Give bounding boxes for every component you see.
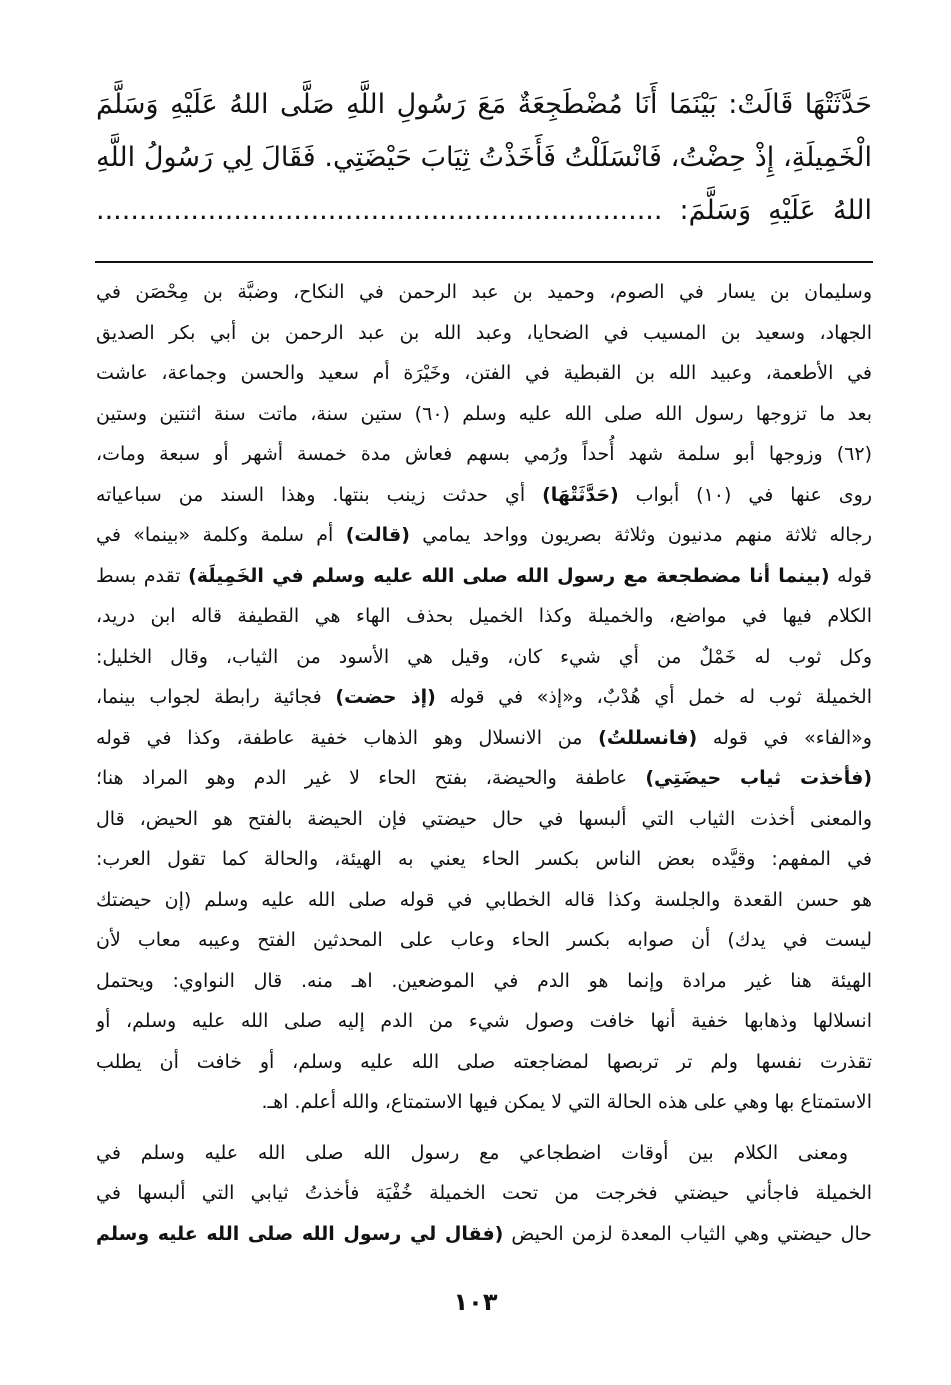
text-line xyxy=(96,353,872,394)
text-segment: قوله xyxy=(829,564,872,587)
bold-quoted-text: (فانسللتُ) xyxy=(598,726,698,749)
text-line xyxy=(96,637,872,678)
commentary-paragraph xyxy=(96,1133,872,1255)
text-line xyxy=(96,515,872,556)
text-segment: حَدَّثَتْهَا قَالَتْ: بَيْنَمَا أَنَا مُضْطَجِعَةٌ مَعَ رَسُولِ اللَّهِ صَلَّى اللهُ عَلَيْهِ وَسَلَّمَ xyxy=(96,89,872,120)
text-segment: الكلام فيها في مواضع، والخميلة وكذا الخميل بحذف الهاء هي القطيفة قاله ابن دريد، xyxy=(96,605,872,627)
text-segment: رجاله ثلاثة منهم مدنيون وثلاثة بصريون وواحد يمامي xyxy=(409,524,872,546)
text-segment: هو حسن القعدة والجلسة وكذا قاله الخطابي في قوله صلى الله عليه وسلم (إن حيضتك xyxy=(96,888,872,911)
text-segment: روى عنها في (١٠) أبواب xyxy=(618,483,872,506)
text-line xyxy=(96,78,872,131)
text-line xyxy=(96,131,872,184)
text-line xyxy=(96,920,872,961)
text-segment: أم سلمة وكلمة «بينما» في xyxy=(96,524,346,546)
text-segment: ومعنى الكلام بين أوقات اضطجاعي مع رسول الله صلى الله عليه وسلم في xyxy=(96,1141,848,1164)
text-segment: أي حدثت زينب بنتها. وهذا السند من سباعياته xyxy=(96,483,543,506)
text-line xyxy=(96,272,872,313)
text-segment: وكل ثوب له خَمْلٌ من أي شيء كان، وقيل هي الأسود من الثياب، وقال الخليل: xyxy=(96,645,872,668)
text-line xyxy=(96,799,872,840)
bold-quoted-text: (فأخذت ثياب حيضَتِي) xyxy=(645,767,872,789)
text-line xyxy=(96,313,872,354)
text-segment: تقذرت نفسها ولم تر تربصها لمضاجعته صلى الله عليه وسلم، أو خافت أن يطلب xyxy=(96,1050,872,1073)
text-segment: عاطفة والحيضة، بفتح الحاء لا غير الدم وهو المراد هنا؛ xyxy=(96,767,646,789)
text-segment: الهيئة هنا غير مرادة وإنما هو الدم في الموضعين. اهـ منه. قال النواوي: ويحتمل xyxy=(96,969,872,992)
text-line xyxy=(96,1173,872,1214)
text-segment: في الأطعمة، وعبيد الله بن القبطية في الفتن، وخَيْرَة أم سعيد والحسن وجماعة، عاشت xyxy=(96,362,872,384)
page-number: ١٠٣ xyxy=(453,1288,498,1316)
text-line xyxy=(96,1042,872,1083)
text-segment: (٦٢) وزوجها أبو سلمة شهد أُحداً ورُمي بسهم فعاش مدة خمسة أشهر أو سبعة ومات، xyxy=(96,443,872,465)
text-line xyxy=(96,556,872,597)
text-segment: انسلالها وذهابها خفية أنها خافت وصول شيء من الدم إليه صلى الله عليه وسلم، أو xyxy=(96,1010,872,1032)
text-segment: بعد ما تزوجها رسول الله صلى الله عليه وسلم (٦٠) ستين سنة، ماتت سنة اثنتين وستين xyxy=(96,402,872,425)
text-line xyxy=(96,718,872,759)
footnote-divider xyxy=(95,261,873,263)
bold-quoted-text: (إذ حضت) xyxy=(335,686,436,708)
commentary-text xyxy=(96,272,872,1264)
text-line xyxy=(96,1133,872,1174)
hadith-text xyxy=(96,78,872,237)
text-segment: الخميلة ثوب له خمل أي هُدْبٌ، و«إذ» في قوله xyxy=(435,686,872,708)
text-segment: ليست في يدك) أن صوابه بكسر الحاء وعاب على المحدثين الفتح وعيبه معاب لأن xyxy=(96,929,872,951)
text-segment: اللهُ عَلَيْهِ وَسَلَّمَ: .................................................................. xyxy=(96,195,872,226)
text-line xyxy=(96,184,872,237)
text-line xyxy=(96,880,872,921)
text-segment: وسليمان بن يسار في الصوم، وحميد بن عبد الرحمن في النكاح، وضبَّة بن مِحْصَن في xyxy=(96,281,872,303)
text-line xyxy=(96,839,872,880)
bold-quoted-text: (حَدَّثَتْهَا) xyxy=(542,483,619,506)
text-segment: الْخَمِيلَةِ، إِذْ حِضْتُ، فَانْسَلَلْتُ فَأَخَذْتُ ثِيَابَ حَيْضَتِي. فَقَالَ لِي رَسُولُ اللَّهِ xyxy=(96,142,872,173)
text-line xyxy=(96,1001,872,1042)
text-segment: الجهاد، وسعيد بن المسيب في الضحايا، وعبد الله بن عبد الرحمن بن أبي بكر الصديق xyxy=(96,321,872,344)
text-line xyxy=(96,596,872,637)
text-segment: والمعنى أخذت الثياب التي ألبسها في حال حيضتي فإن الحيضة بالفتح هو الحيض، قال xyxy=(96,807,872,830)
text-segment: في المفهم: وقيَّده بعض الناس بكسر الحاء يعني به الهيئة، والحالة كما تقول العرب: xyxy=(96,848,872,870)
text-line xyxy=(96,961,872,1002)
text-segment: حال حيضتي وهي الثياب المعدة لزمن الحيض xyxy=(503,1222,872,1245)
text-line xyxy=(96,394,872,435)
text-line xyxy=(96,1082,872,1123)
commentary-paragraph xyxy=(96,272,872,1123)
text-segment: فجائية رابطة لجواب بينما، xyxy=(96,686,336,708)
text-line xyxy=(96,434,872,475)
bold-quoted-text: (بينما أنا مضطجعة مع رسول الله صلى الله عليه وسلم في الخَمِيلَة) xyxy=(188,564,830,587)
text-line xyxy=(96,475,872,516)
text-segment: الخميلة فاجأني حيضتي فخرجت من تحت الخميلة خُفْيَة فأخذتُ ثيابي التي ألبسها في xyxy=(96,1182,872,1204)
bold-quoted-text: (فقال لي رسول الله صلى الله عليه وسلم xyxy=(96,1222,504,1245)
text-segment: تقدم بسط xyxy=(96,564,189,587)
text-segment: الاستمتاع بها وهي على هذه الحالة التي لا يمكن فيها الاستمتاع، والله أعلم. اهـ. xyxy=(261,1091,872,1113)
text-segment: و«الفاء» في قوله xyxy=(697,726,872,749)
text-line xyxy=(96,1214,872,1255)
bold-quoted-text: (قالت) xyxy=(345,524,410,546)
text-segment: من الانسلال وهو الذهاب خفية عاطفة، وكذا في قوله xyxy=(96,726,599,749)
text-line xyxy=(96,677,872,718)
text-line xyxy=(96,758,872,799)
